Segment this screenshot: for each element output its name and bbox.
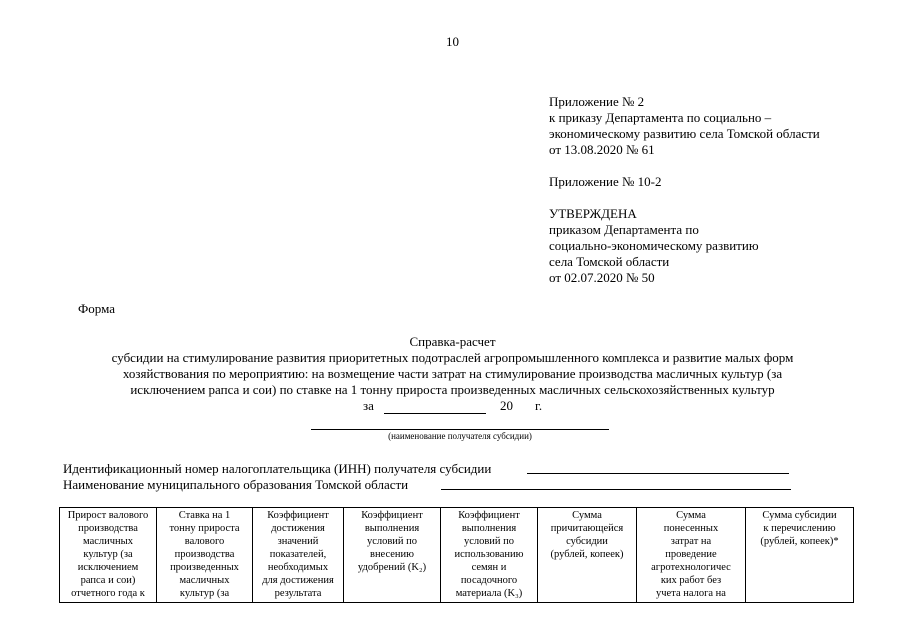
calculation-table [59, 507, 854, 603]
annex-top-line: от 13.08.2020 № 61 [549, 142, 655, 157]
period-year: 20 [500, 398, 513, 413]
period-blank [384, 412, 486, 414]
form-label: Форма [78, 301, 115, 316]
table-header-cell: Сумма причитающейся субсидии (рублей, копеек) [538, 508, 637, 603]
municipality-label: Наименование муниципального образования Томской области [63, 477, 409, 492]
annex-top-line: экономическому развитию села Томской области [549, 126, 820, 141]
document-title [60, 334, 845, 398]
table-header-cell: Коэффициент выполнения условий по внесению удобрений (K₂) [344, 508, 441, 603]
approved-heading: УТВЕРЖДЕНА [549, 206, 637, 221]
recipient-line [311, 428, 609, 430]
table-header-cell: Прирост валового производства масличных культур (за исключением рапса и сои) отчетного года к [60, 508, 157, 603]
annex-top-line: к приказу Департамента по социально – [549, 110, 772, 125]
approved-line: села Томской области [549, 254, 670, 269]
inn-blank [527, 472, 789, 474]
period-suffix: г. [535, 398, 543, 413]
title-line: субсидии на стимулирование развития приоритетных подотраслей агропромышленного комплекса и развитие малых форм [111, 350, 794, 365]
table-header-cell: Сумма субсидии к перечислению (рублей, копеек)* [746, 508, 854, 603]
table-header-row [60, 508, 854, 603]
table-header-cell: Сумма понесенных затрат на проведение агротехнологичес ких работ без учета налога на [637, 508, 746, 603]
annex-mid: Приложение № 10-2 [549, 174, 662, 189]
period-prefix: за [363, 398, 374, 413]
inn-label: Идентификационный номер налогоплательщика (ИНН) получателя субсидии [63, 461, 492, 476]
recipient-caption: (наименование получателя субсидии) [388, 431, 532, 441]
table-header-cell: Коэффициент достижения значений показателей, необходимых для достижения результата [253, 508, 344, 603]
title-line: исключением рапса и сои) по ставке на 1 тонну прироста произведенных масличных сельскохозяйственных культур [130, 382, 775, 397]
title-line: Справка-расчет [409, 334, 496, 349]
approved-line: социально-экономическому развитию [549, 238, 759, 253]
approved-block [549, 206, 759, 286]
table-header-cell: Коэффициент выполнения условий по использованию семян и посадочного материала (K₃) [441, 508, 538, 603]
annex-top [549, 94, 820, 158]
title-line: хозяйствования по мероприятию: на возмещение части затрат на стимулирование производства масличных культур (за [122, 366, 783, 381]
annex-top-line: Приложение № 2 [549, 94, 645, 109]
page-number: 10 [446, 34, 459, 49]
municipality-blank [441, 488, 791, 490]
table-header-cell: Ставка на 1 тонну прироста валового производства произведенных масличных культур (за [157, 508, 253, 603]
approved-line: приказом Департамента по [549, 222, 699, 237]
approved-line: от 02.07.2020 № 50 [549, 270, 655, 285]
